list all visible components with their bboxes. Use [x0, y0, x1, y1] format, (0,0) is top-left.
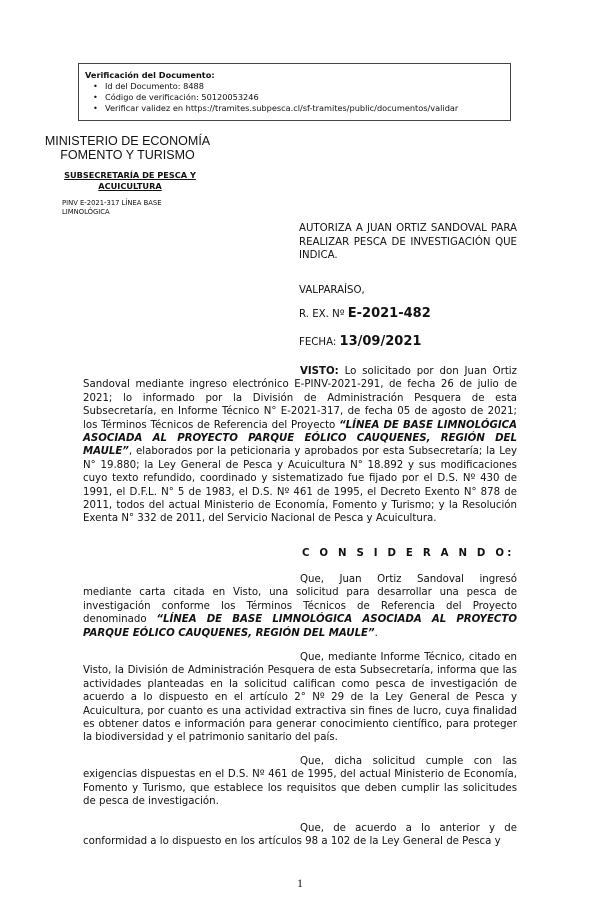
verification-list [85, 81, 504, 114]
considerando-p1-text-1: Que, Juan Ortiz Sandoval ingresó mediante carta citada en Visto, una solicitud para desarrollar una pesca de investigación conforme los Términos Técnicos de Referencia del Proyecto denominado [83, 574, 517, 626]
verification-code: • Código de verificación: 50120053246 [105, 92, 504, 103]
page-number: 1 [297, 876, 303, 890]
resolution-subject: AUTORIZA A JUAN ORTIZ SANDOVAL PARA REALIZAR PESCA DE INVESTIGACIÓN QUE INDICA. [299, 223, 517, 261]
considerando-paragraph-2: Que, mediante Informe Técnico, citado en Visto, la División de Administración Pesquera de esta Subsecretaría, informa que las actividades planteadas en la solicitud califican como pesca de investigación de acuerdo a lo dispuesto en el artículo 2° Nº 29 de la Ley General de Pesca y Acuicultura, por cuanto es una actividad extractiva sin fines de lucro, cuya finalidad es obtener datos e información para generar conocimiento científico, para proteger la biodiversidad y el patrimonio sanitario del país. [83, 652, 517, 744]
ministry-heading [40, 134, 215, 162]
visto-project-name: “LÍNEA DE BASE LIMNOLÓGICA ASOCIADA AL PROYECTO PARQUE EÓLICO CAUQUENES, REGIÓN DEL MAULE” [83, 419, 517, 458]
reference-code [62, 199, 202, 217]
verification-title: Verificación del Documento: [85, 70, 215, 80]
verification-box [78, 63, 511, 121]
visto-text-2: , elaborados por la peticionaria y aprobados por esta Subsecretaría; la Ley N° 19.880; la Ley General de Pesca y Acuicultura N° 18.892 y sus modificaciones cuyo texto refundido, coordinado y sistematizado fue fijado por el D.S. Nº 430 de 1991, el D.F.L. N° 5 de 1983, el D.S. Nº 461 de 1995, el Decreto Exento N° 878 de 2011, todos del actual Ministerio de Economía, Fomento y Turismo; y la Resolución Exenta N° 332 de 2011, del Servicio Nacional de Pesca y Acuicultura. [83, 446, 517, 525]
resolution-number-label: R. EX. Nº [299, 309, 345, 320]
resolution-place: VALPARAÍSO, [299, 285, 365, 296]
subsecretaria-line-2: ACUICULTURA [98, 181, 162, 191]
ministry-line-2: FOMENTO Y TURISMO [60, 148, 195, 162]
considerando-title: C O N S I D E R A N D O: [302, 548, 515, 559]
reference-code-line-2: LIMNOLÓGICA [62, 208, 110, 216]
subsecretaria-heading [55, 170, 205, 192]
ministry-line-1: MINISTERIO DE ECONOMÍA [44, 134, 211, 148]
resolution-number-value: E-2021-482 [347, 306, 431, 321]
resolution-number [299, 306, 517, 321]
considerando-paragraph-3: Que, dicha solicitud cumple con las exigencias dispuestas en el D.S. Nº 461 de 1995, del actual Ministerio de Economía, Fomento y Turismo, que establece los requisitos que deben cumplir las solicitudes de pesca de investigación. [83, 756, 517, 808]
verification-url[interactable]: • Verificar validez en https://tramites.subpesca.cl/sf-tramites/public/documentos/validar [105, 103, 504, 114]
considerando-p1-project-name: “LÍNEA DE BASE LIMNOLÓGICA ASOCIADA AL PROYECTO PARQUE EÓLICO CAUQUENES, REGIÓN DEL MAULE” [83, 614, 517, 639]
considerando-paragraph-1 [83, 573, 517, 640]
reference-code-line-1: PINV E-2021-317 LÍNEA BASE [62, 199, 162, 207]
visto-paragraph [83, 365, 517, 526]
considerando-paragraph-4: Que, de acuerdo a lo anterior y de conformidad a lo dispuesto en los artículos 98 a 102 de la Ley General de Pesca y [83, 823, 517, 848]
resolution-date [299, 334, 517, 349]
considerando-p1-text-2: . [374, 627, 378, 639]
resolution-date-value: 13/09/2021 [339, 334, 422, 349]
verification-doc-id: • Id del Documento: 8488 [105, 81, 504, 92]
visto-text-1: Lo solicitado por don Juan Ortiz Sandoval mediante ingreso electrónico E-PINV-2021-291, de fecha 26 de julio de 2021; lo informado por la División de Administración Pesquera de esta Subsecretaría, en Informe Técnico N° E-2021-317, de fecha 05 de agosto de 2021; los Términos Técnicos de Referencia del Proyecto [83, 366, 517, 431]
resolution-date-label: FECHA: [299, 337, 337, 348]
subsecretaria-line-1: SUBSECRETARÍA DE PESCA Y [64, 170, 196, 180]
visto-label: VISTO: [300, 366, 339, 377]
